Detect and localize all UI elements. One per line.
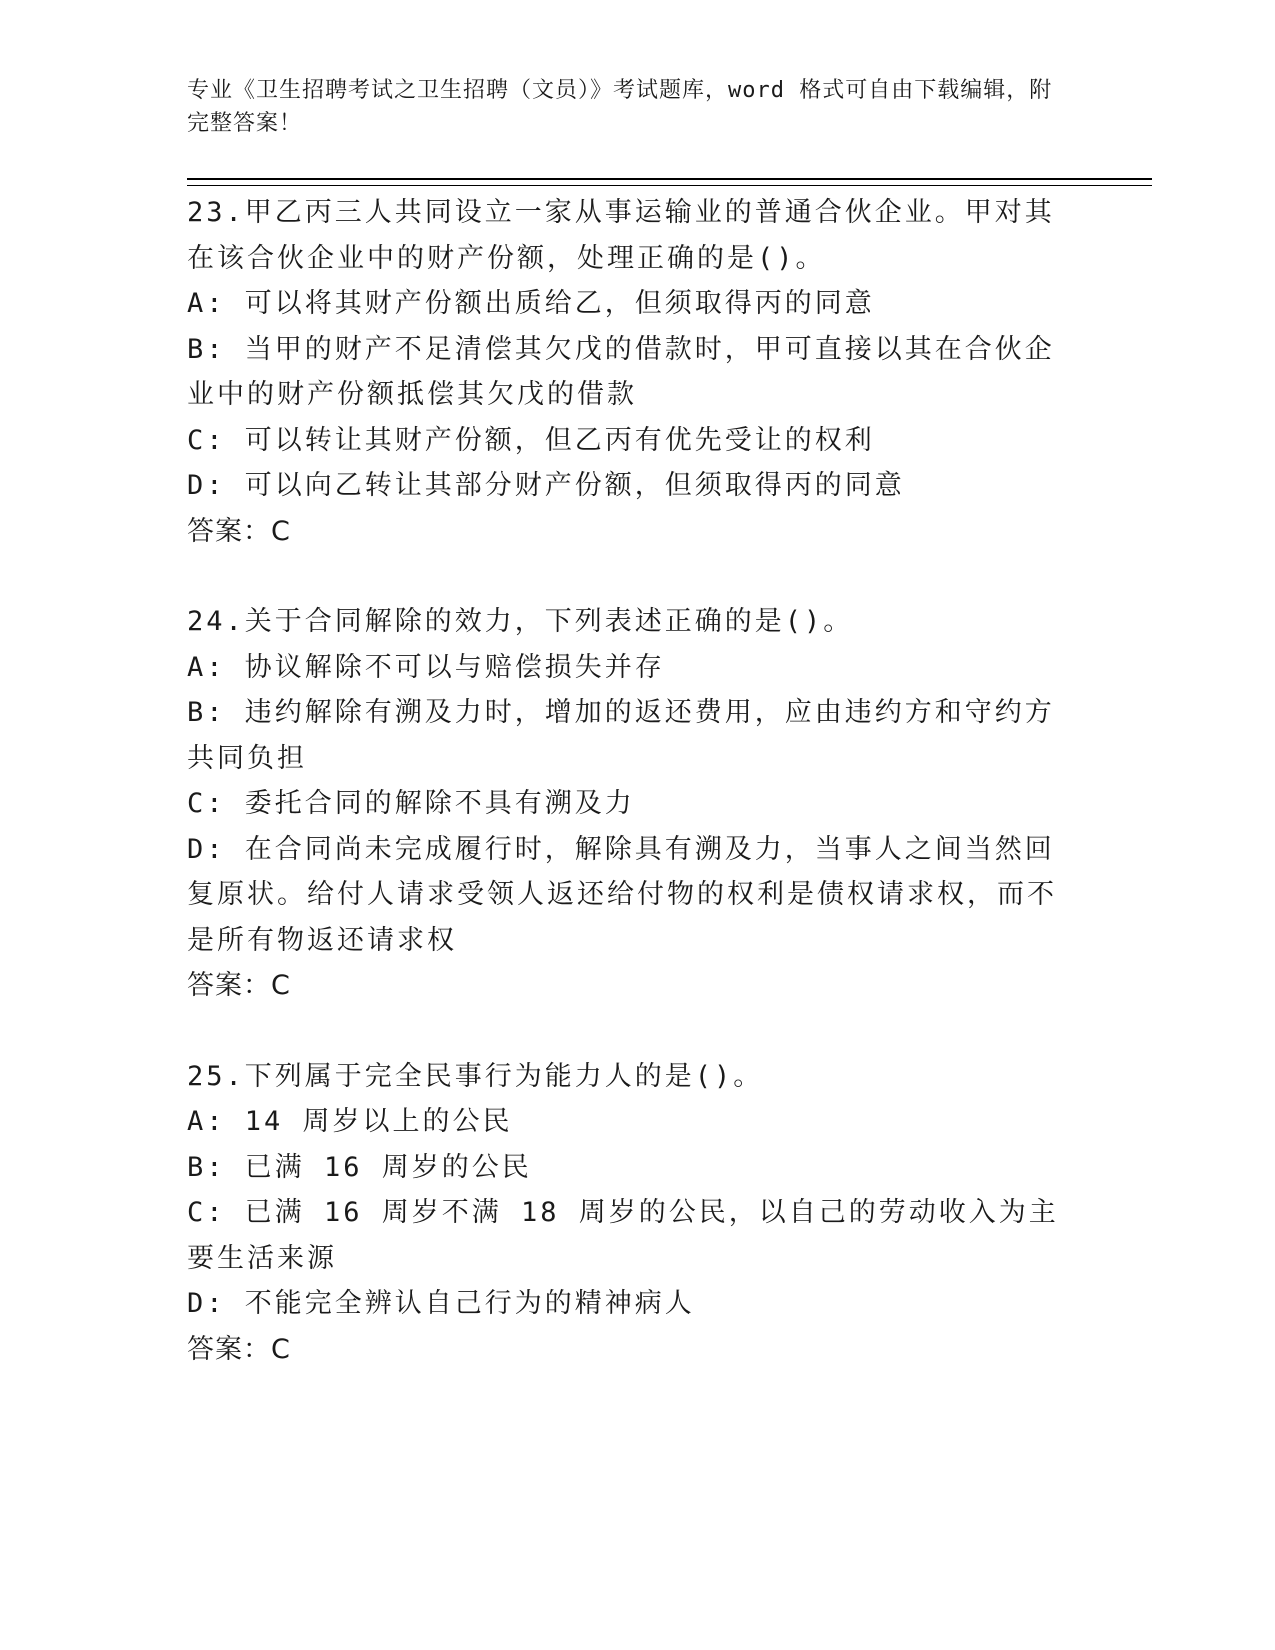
option-a: A: 协议解除不可以与赔偿损失并存 <box>187 651 665 683</box>
question-24 <box>187 599 1067 1009</box>
option-b: B: 违约解除有溯及力时，增加的返还费用，应由违约方和守约方共同负担 <box>187 697 1055 774</box>
answer: 答案：C <box>187 970 291 1001</box>
question-stem: 25.下列属于完全民事行为能力人的是()。 <box>187 1060 764 1092</box>
question-23 <box>187 190 1067 554</box>
question-stem: 23.甲乙丙三人共同设立一家从事运输业的普通合伙企业。甲对其在该合伙企业中的财产份额，处理正确的是()。 <box>187 197 1055 274</box>
option-d: D: 可以向乙转让其部分财产份额，但须取得丙的同意 <box>187 470 905 501</box>
option-c: C: 委托合同的解除不具有溯及力 <box>187 788 635 819</box>
question-list <box>187 190 1067 1417</box>
header-divider-thick <box>187 178 1152 180</box>
header-divider-thin <box>187 185 1152 186</box>
question-25 <box>187 1054 1067 1373</box>
answer: 答案：C <box>187 515 291 547</box>
option-b: B: 已满 16 周岁的公民 <box>187 1151 532 1183</box>
option-d: D: 在合同尚未完成履行时，解除具有溯及力，当事人之间当然回复原状。给付人请求受领人返还给付物的权利是债权请求权，而不是所有物返还请求权 <box>187 833 1057 956</box>
option-c: C: 可以转让其财产份额，但乙丙有优先受让的权利 <box>187 424 875 456</box>
option-c: C: 已满 16 周岁不满 18 周岁的公民，以自己的劳动收入为主要生活来源 <box>187 1197 1059 1274</box>
question-stem: 24.关于合同解除的效力，下列表述正确的是()。 <box>187 606 854 637</box>
answer: 答案：C <box>187 1333 291 1365</box>
option-a: A: 可以将其财产份额出质给乙，但须取得丙的同意 <box>187 288 875 319</box>
document-header: 专业《卫生招聘考试之卫生招聘（文员）》考试题库，word 格式可自由下载编辑，附完整答案！ <box>187 78 1053 136</box>
option-d: D: 不能完全辨认自己行为的精神病人 <box>187 1288 695 1319</box>
option-a: A: 14 周岁以上的公民 <box>187 1106 513 1137</box>
option-b: B: 当甲的财产不足清偿其欠戊的借款时，甲可直接以其在合伙企业中的财产份额抵偿其欠戊的借款 <box>187 333 1055 410</box>
